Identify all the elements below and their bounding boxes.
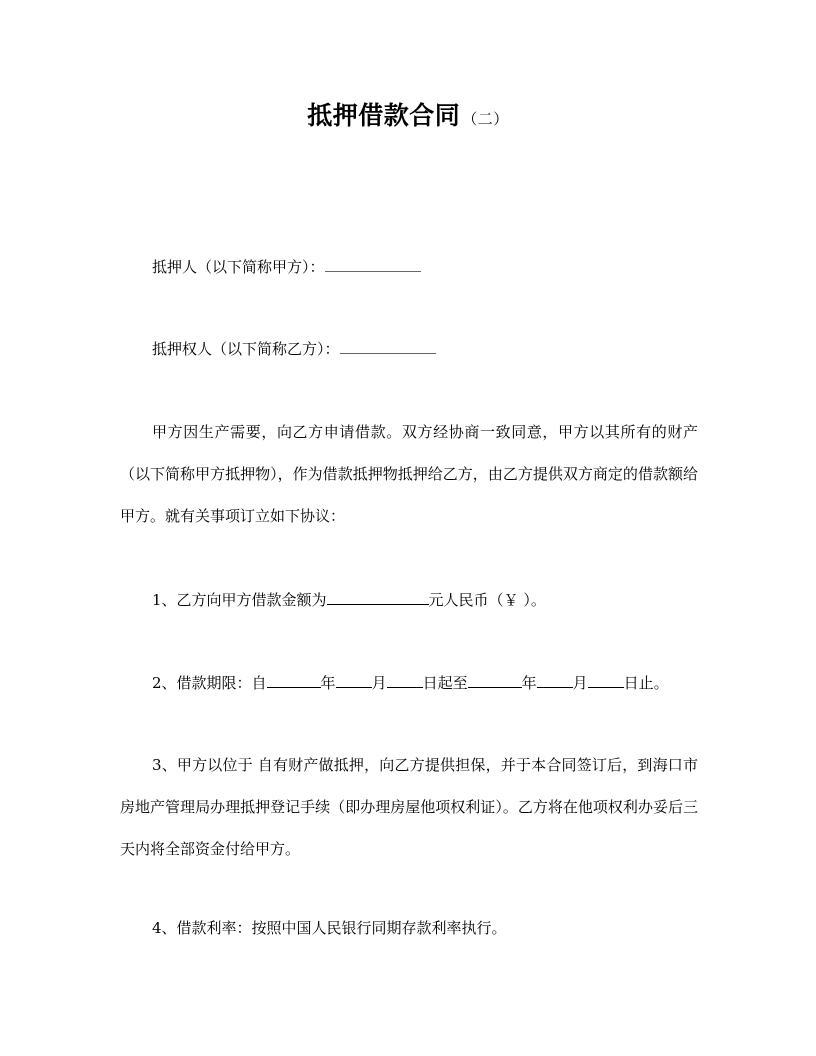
mortgagee-label: 抵押权人（以下简称乙方）： [152, 340, 340, 358]
clause-1-prefix: 1、乙方向甲方借款金额为 [152, 591, 327, 609]
start-day-blank [387, 673, 423, 688]
start-day-label: 日起至 [422, 674, 468, 692]
start-year-blank [267, 673, 321, 688]
end-month-label: 月 [572, 674, 588, 692]
mortgagor-label: 抵押人（以下简称甲方）： [152, 258, 325, 276]
clause-4: 4、借款利率：按照中国人民银行同期存款利率执行。 [152, 919, 507, 937]
end-year-blank [468, 673, 522, 688]
end-year-label: 年 [521, 674, 537, 692]
end-day-label: 日止。 [623, 674, 669, 692]
start-year-label: 年 [320, 674, 336, 692]
document-title [0, 96, 816, 139]
title-suffix: （二） [462, 110, 509, 128]
clause-3: 3、甲方以位于 自有财产做抵押，向乙方提供担保，并于本合同签订后，到海口市房地产管理局办理抵押登记手续（即办理房屋他项权利证）。乙方将在他项权利办妥后三天内将全部资金付给甲方。 [120, 756, 698, 858]
mortgagee-blank [340, 339, 436, 354]
loan-amount-blank [327, 590, 429, 605]
mortgagee-line [120, 328, 698, 370]
clause-1 [120, 579, 698, 621]
mortgagor-line [120, 246, 698, 288]
title-text: 抵押借款合同 [307, 101, 461, 130]
start-month-blank [336, 673, 372, 688]
start-month-label: 月 [371, 674, 387, 692]
end-month-blank [537, 673, 573, 688]
clause-2-prefix: 2、借款期限：自 [152, 674, 267, 692]
clause-1-suffix: 元人民币（￥ ）。 [428, 591, 546, 609]
end-day-blank [588, 673, 624, 688]
preamble-paragraph: 甲方因生产需要，向乙方申请借款。双方经协商一致同意，甲方以其所有的财产 （以下简称甲方抵押物），作为借款抵押物抵押给乙方，由乙方提供双方商定的借款额给甲方。就有关事项订立如下协议： [120, 423, 698, 525]
clause-2 [120, 662, 698, 704]
mortgagor-blank [325, 257, 421, 272]
